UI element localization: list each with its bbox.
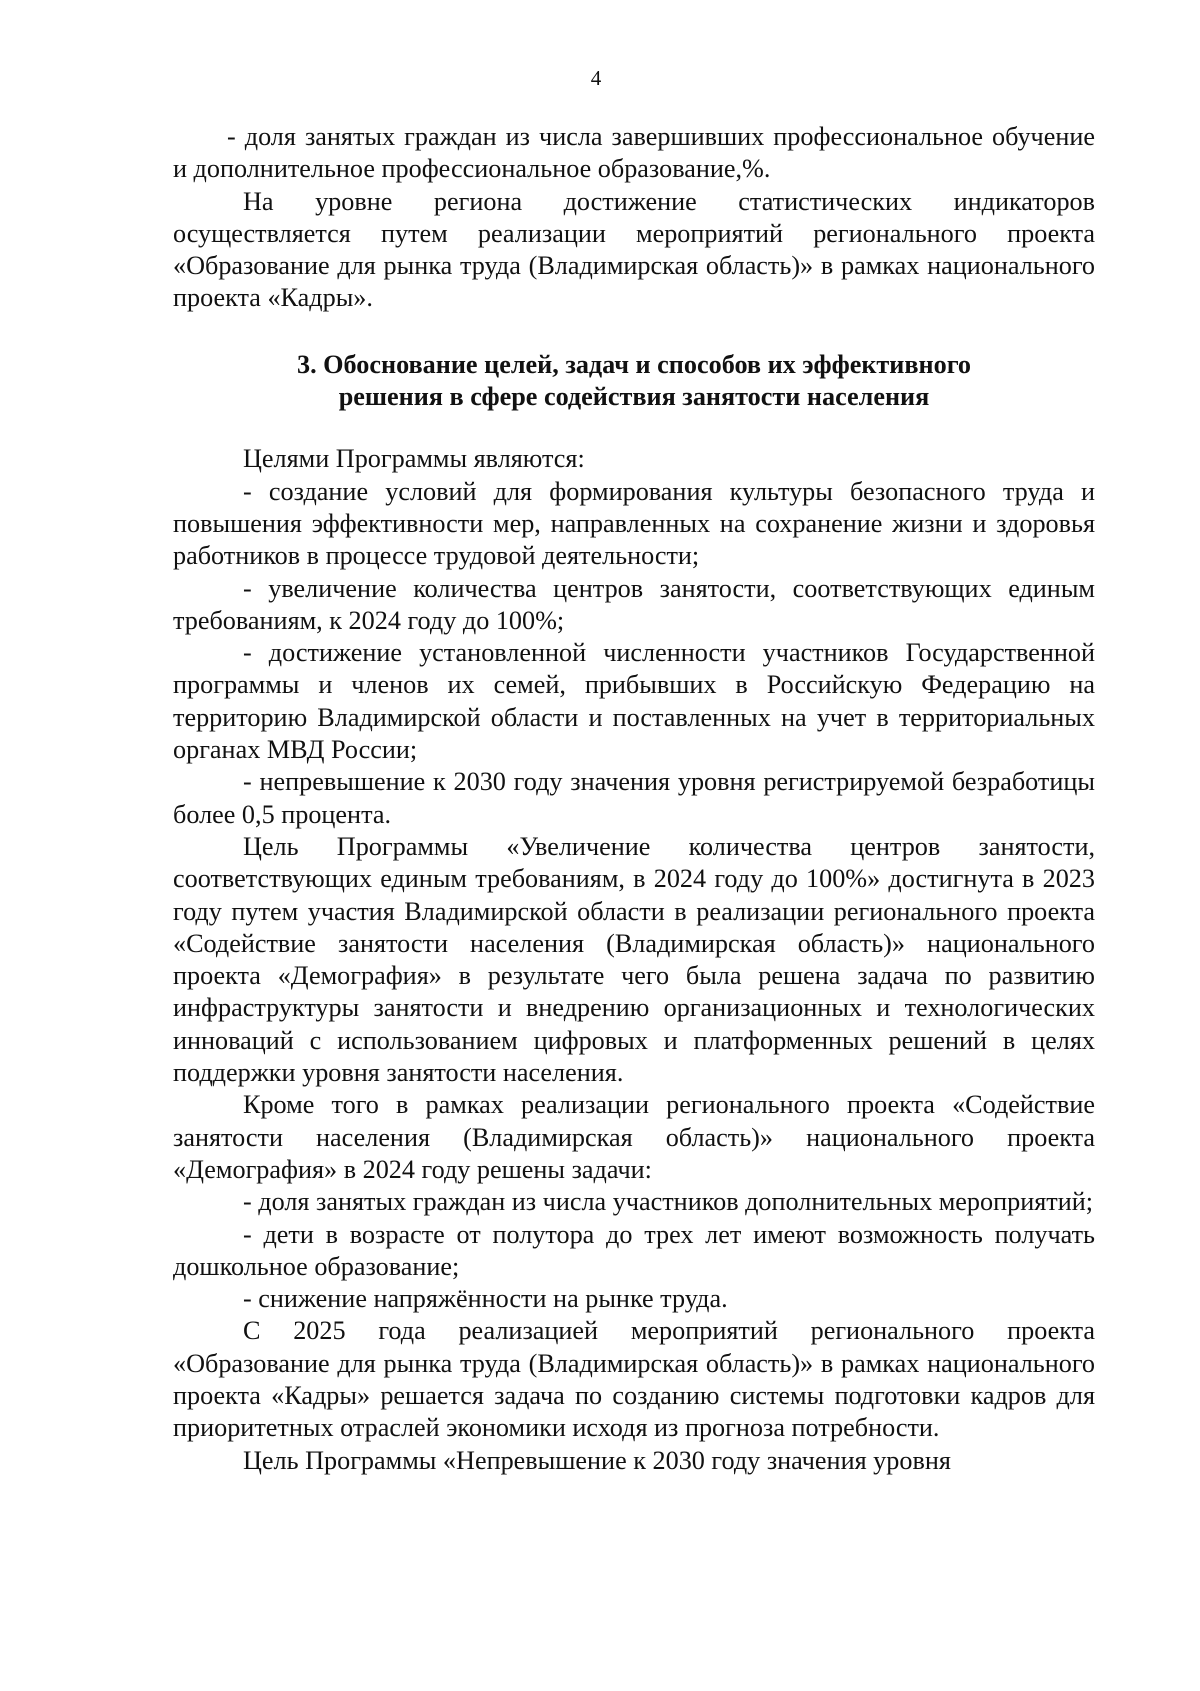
section-heading-line: 3. Обоснование целей, задач и способов их эффективного [296, 349, 972, 379]
section-heading-line: решения в сфере содействия занятости населения [338, 382, 930, 412]
document-body [173, 121, 1095, 1477]
list-item: - непревышение к 2030 году значения уровня регистрируемой безработицы более 0,5 процента. [173, 767, 1095, 829]
paragraph: На уровне региона достижение статистических индикаторов осуществляется путем реализации мероприятий регионального проекта «Образование для рынка труда (Владимирская область)» в рамках национального проекта «Кадры». [173, 186, 1095, 313]
list-item: - увеличение количества центров занятости, соответствующих единым требованиям, к 2024 году до 100%; [173, 573, 1095, 635]
list-item: - достижение установленной численности участников Государственной программы и членов их семей, прибывших в Российскую Федерацию на территорию Владимирской области и поставленных на учет в территориальных органах МВД России; [173, 638, 1095, 765]
paragraph: Целями Программы являются: [243, 444, 585, 474]
paragraph: Цель Программы «Увеличение количества центров занятости, соответствующих единым требованиям, в 2024 году до 100%» достигнута в 2023 году путем участия Владимирской области в реализации регионального проекта «Содействие занятости населения (Владимирская область)» национального проекта «Демография» в результате чего была решена задача по развитию инфраструктуры занятости и внедрению организационных и технологических инноваций с использованием цифровых и платформенных решений в целях поддержки уровня занятости населения. [173, 831, 1095, 1088]
list-item: - доля занятых граждан из числа участников дополнительных мероприятий; [243, 1187, 1094, 1217]
list-item: - создание условий для формирования культуры безопасного труда и повышения эффективности мер, направленных на сохранение жизни и здоровья работников в процессе трудовой деятельности; [173, 476, 1095, 571]
list-item: - дети в возрасте от полутора до трех лет имеют возможность получать дошкольное образование; [173, 1219, 1095, 1281]
section-heading [173, 349, 1095, 414]
page-number: 4 [590, 66, 602, 90]
paragraph: Цель Программы «Непревышение к 2030 году значения уровня [243, 1445, 951, 1475]
list-item: - снижение напряжённости на рынке труда. [243, 1284, 728, 1314]
paragraph: - доля занятых граждан из числа завершивших профессиональное обучение и дополнительное профессиональное образование,%. [173, 122, 1095, 184]
paragraph: Кроме того в рамках реализации регионального проекта «Содействие занятости населения (Владимирская область)» национального проекта «Демография» в 2024 году решены задачи: [173, 1090, 1095, 1184]
paragraph: С 2025 года реализацией мероприятий регионального проекта «Образование для рынка труда (Владимирская область)» в рамках национального проекта «Кадры» решается задача по созданию системы подготовки кадров для приоритетных отраслей экономики исходя из прогноза потребности. [173, 1316, 1095, 1443]
